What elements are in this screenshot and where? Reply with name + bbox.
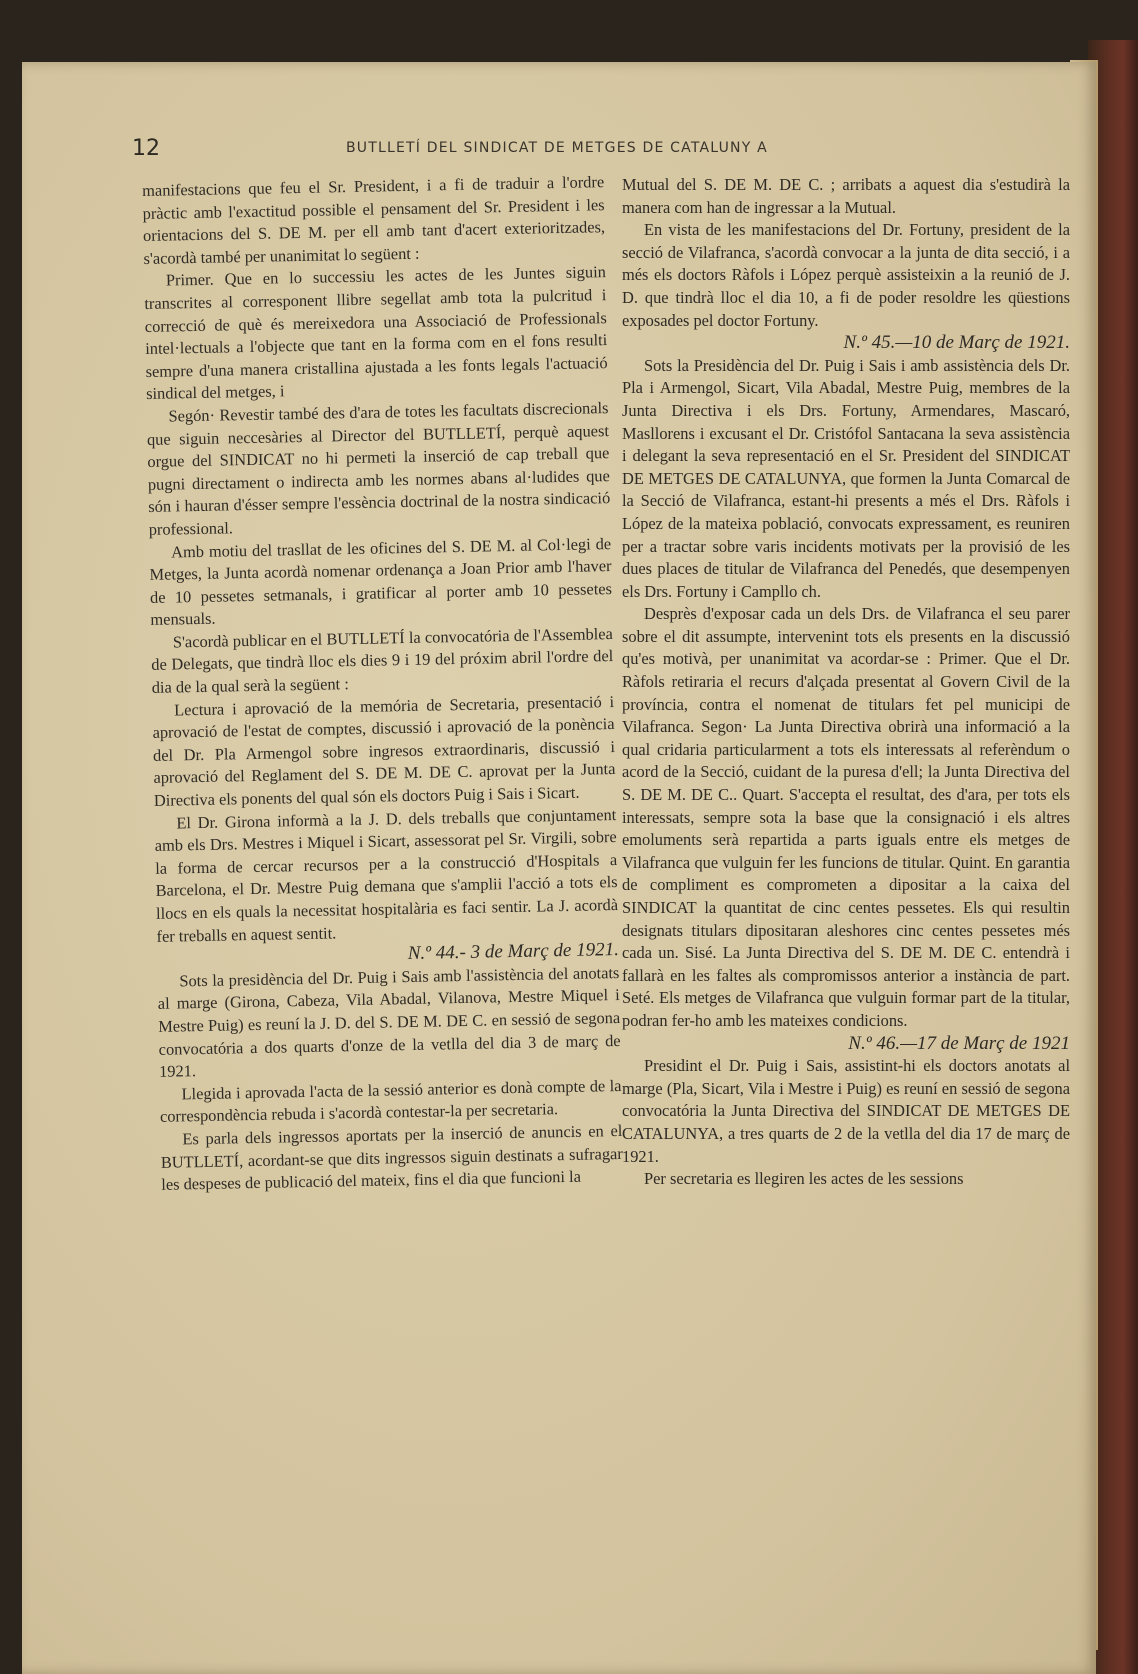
paragraph: S'acordà publicar en el BUTLLETÍ la convocatória de l'Assemblea de Delegats, que tindrà lloc els dies 9 i 19 del próxim abril l'ordre del dia de la qual serà la següent : — [151, 623, 614, 697]
paragraph: Primer. Que en lo successiu les actes de les Juntes siguin transcrites al corresponent llibre segellat amb tota la pulcritud i correcció de què és mereixedora una Associació de Professionals intel·lectuals a l'objecte que tant en la forma com en el fons resulti sempre d'una manera cristallina ajustada a les fonts legals l'actuació sindical del metges, i — [144, 262, 608, 404]
section-heading: N.º 44.- 3 de Març de 1921. — [407, 939, 620, 965]
paragraph: Amb motiu del trasllat de les oficines del S. DE M. al Col·legi de Metges, la Junta acordà nomenar ordenança a Joan Prior amb l'haver de 10 pessetes setmanals, i gratificar al porter amb 10 pessetes mensuals. — [149, 533, 613, 630]
page-number: 12 — [132, 136, 160, 161]
paragraph: Lectura i aprovació de la memória de Secretaria, presentació i aprovació de l'estat de comptes, discussió i aprovació de la ponència del Dr. Pla Armengol sobre ingresos extraordinaris, discussió i aprovació del Reglament del S. DE M. DE C. aprovat per la Junta Directiva els ponents del qual són els doctors Puig i Sais i Sicart. — [152, 691, 616, 810]
left-column — [142, 171, 623, 1196]
paragraph: En vista de les manifestacions del Dr. Fortuny, president de la secció de Vilafranca, s'acordà convocar a la junta de dita secció, i a més els doctors Ràfols i López perquè assisteixin a la reunió de J. D. que tindrà lloc el dia 10, a fi de poder resoldre les qüestions exposades pel doctor Fortuny. — [622, 220, 1070, 330]
paragraph: Llegida i aprovada l'acta de la sessió anterior es donà compte de la correspondència rebuda i s'acordà contestar-la per secretaria. — [159, 1075, 622, 1127]
paragraph: Mutual del S. DE M. DE C. ; arribats a aquest dia s'estudirà la manera com han de ingressar a la Mutual. — [622, 175, 1070, 217]
section-heading: N.º 45.—10 de Març de 1921. — [843, 332, 1070, 354]
paragraph: manifestacions que feu el Sr. President, i a fi de traduir a l'ordre pràctic amb l'exactitud possible el pensament del Sr. President i les orientacions del S. DE M. per ell amb tant d'acert exterioritzades, s'acordà també per unanimitat lo següent : — [142, 172, 606, 268]
paragraph: Segón· Revestir també des d'ara de totes les facultats discrecionals que siguin neccesàries al Director del BUTLLETÍ, perquè aquest orgue del SINDICAT no hi permeti la inserció de cap treball que pugni directament o indirecta amb les normes abans al·ludides que són i hauran d'ésser sempre l'essència doctrinal de la nostra sindicació professional. — [146, 398, 611, 539]
section-heading: N.º 46.—17 de Març de 1921 — [848, 1032, 1070, 1054]
page-header — [132, 134, 1072, 164]
paragraph: Sots la presidència del Dr. Puig i Sais amb l'assistència del anotats al marge (Girona, Cabeza, Vila Abadal, Vilanova, Mestre Miquel i Mestre Puig) es reuní la J. D. del S. DE M. DE C. en sessió de segona convocatória a dos quarts d'onze de la vetlla del dia 3 de març de 1921. — [157, 962, 621, 1081]
paragraph: Es parla dels ingressos aportats per la inserció de anuncis en el BUTLLETÍ, acordant-se que dits ingressos siguin destinats a sufragar les despeses de publicació del mateix, fins el dia que funcioni la — [160, 1120, 623, 1194]
paragraph: Sots la Presidència del Dr. Puig i Sais i amb assistència dels Dr. Pla i Armengol, Sicart, Vila Abadal, Mestre Puig, membres de la Junta Directiva i els Drs. Fortuny, Armendares, Mascaró, Masllorens i excusant el Dr. Cristófol Santacana la seva assistència i delegant la seva representació en el Sr. President del SINDICAT DE METGES DE CATALUNYA, que formen la Junta Comarcal de la Secció de Vilafranca, estant-hi presents a més el Drs. Ràfols i López de la mateixa població, convocats expressament, es reuniren per a tractar sobre varis incidents motivats per la provisió de les dues places de titular de Vilafranca del Penedés, que desempenyen els Drs. Fortuny i Campllo ch. — [622, 355, 1070, 601]
document-page — [22, 62, 1096, 1674]
paragraph: Desprès d'exposar cada un dels Drs. de Vilafranca el seu parer sobre el dit assumpte, intervenint tots els presents en la discussió qu'es motivà, per unanimitat va acordar-se : Primer. Que el Dr. Ràfols retiraria el recurs d'alçada presentat al Govern Civil de la província, contra el nomenat de titulars fet pel municipi de Vilafranca. Segon· La Junta Directiva obrirà una informació a la qual cridaria particularment a tots els interessats al referèndum o acord de la Secció, cuidant de la puresa d'ell; la Junta Directiva del S. DE M. DE C.. Quart. S'accepta el resultat, des d'ara, per tots els interessats, sempre sota la base que la consignació i els altres emoluments serà repartida a parts iguals entre els metges de Vilafranca que vulguin fer les funcions de titular. Quint. En garantia de compliment es comprometen a dipositar a la caixa del SINDICAT la quantitat de cinc centes pessetes. Els qui resultin designats titulars dipositaran aleshores cinc centes pessetes més cada un. Sisé. La Junta Directiva del S. DE M. DE C. entendrà i fallarà en les faltes als compromissos anterior a instància de part. Seté. Els metges de Vilafranca que vulguin formar part de la titular, podran fer-ho amb les mateixes condicions. — [622, 604, 1070, 1030]
paragraph: El Dr. Girona informà a la J. D. dels treballs que conjuntament amb els Drs. Mestres i Miquel i Sicart, assessorat pel Sr. Virgili, sobre la forma de cercar recursos per a la construcció d'Hospitals a Barcelona, el Dr. Mestre Puig demana que s'amplii l'acció a tots els llocs en els quals la necessitat hospitalària es faci sentir. La J. acordà fer treballs en aquest sentit. — [154, 804, 619, 946]
right-column — [622, 174, 1070, 1191]
paragraph: Per secretaria es llegiren les actes de les sessions — [644, 1169, 964, 1189]
running-head: BUTLLETÍ DEL SINDICAT DE METGES DE CATALUNY A — [346, 140, 768, 156]
paragraph: Presidint el Dr. Puig i Sais, assistint-hi els doctors anotats al marge (Pla, Sicart, Vila i Mestre i Puig) es reuní en sessió de segona convocatória la Junta Directiva del SINDICAT DE METGES DE CATALUNYA, a tres quarts de 2 de la vetlla del dia 17 de març de 1921. — [622, 1056, 1070, 1166]
